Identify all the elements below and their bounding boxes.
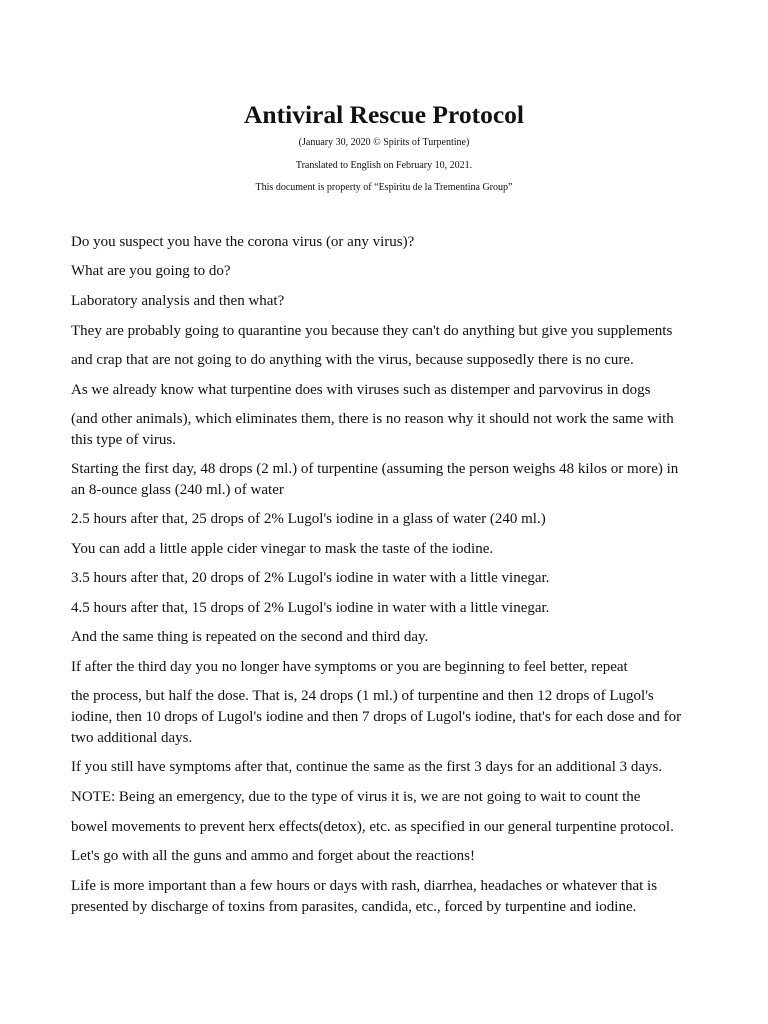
document-title: Antiviral Rescue Protocol: [244, 100, 524, 129]
body-paragraph: and crap that are not going to do anything with the virus, because supposedly there is no cure.: [71, 352, 634, 368]
body-paragraph: Starting the first day, 48 drops (2 ml.) of turpentine (assuming the person weighs 48 kilos or more) in an 8-ounce glass (240 ml.) of water: [71, 461, 679, 498]
body-paragraph: 2.5 hours after that, 25 drops of 2% Lugol's iodine in a glass of water (240 ml.): [71, 511, 546, 527]
body-paragraph: NOTE: Being an emergency, due to the type of virus it is, we are not going to wait to count the: [71, 789, 641, 805]
body-paragraph: What are you going to do?: [71, 263, 231, 279]
body-paragraph: Do you suspect you have the corona virus (or any virus)?: [71, 234, 415, 250]
body-paragraph: (and other animals), which eliminates them, there is no reason why it should not work the same with this type of virus.: [71, 411, 674, 448]
document-date-line: (January 30, 2020 © Spirits of Turpentine): [298, 137, 470, 148]
body-paragraph: If after the third day you no longer have symptoms or you are beginning to feel better, repeat: [71, 659, 628, 675]
body-paragraph: You can add a little apple cider vinegar to mask the taste of the iodine.: [71, 541, 494, 557]
body-paragraph: And the same thing is repeated on the second and third day.: [71, 629, 429, 645]
body-paragraph: 4.5 hours after that, 15 drops of 2% Lugol's iodine in water with a little vinegar.: [71, 600, 550, 616]
ownership-note: This document is property of “Espiritu de la Trementina Group”: [255, 182, 513, 193]
body-paragraph: 3.5 hours after that, 20 drops of 2% Lugol's iodine in water with a little vinegar.: [71, 570, 550, 586]
body-paragraph: They are probably going to quarantine you because they can't do anything but give you supplements: [71, 323, 673, 339]
body-paragraph: the process, but half the dose. That is, 24 drops (1 ml.) of turpentine and then 12 drops of Lugol's iodine, then 10 drops of Lugol's iodine and then 7 drops of Lugol's iodine, that's for each dose and for two additional days.: [71, 688, 682, 746]
body-paragraph: As we already know what turpentine does with viruses such as distemper and parvovirus in dogs: [71, 382, 651, 398]
body-paragraph: If you still have symptoms after that, continue the same as the first 3 days for an additional 3 days.: [71, 759, 663, 775]
body-paragraph: bowel movements to prevent herx effects(detox), etc. as specified in our general turpentine protocol.: [71, 819, 674, 835]
body-paragraph: Let's go with all the guns and ammo and forget about the reactions!: [71, 848, 475, 864]
body-paragraph: Life is more important than a few hours or days with rash, diarrhea, headaches or whatever that is presented by discharge of toxins from parasites, candida, etc., forced by turpentine and iodine.: [71, 878, 658, 915]
translation-note: Translated to English on February 10, 2021.: [295, 160, 473, 171]
body-paragraph: Laboratory analysis and then what?: [71, 293, 285, 309]
